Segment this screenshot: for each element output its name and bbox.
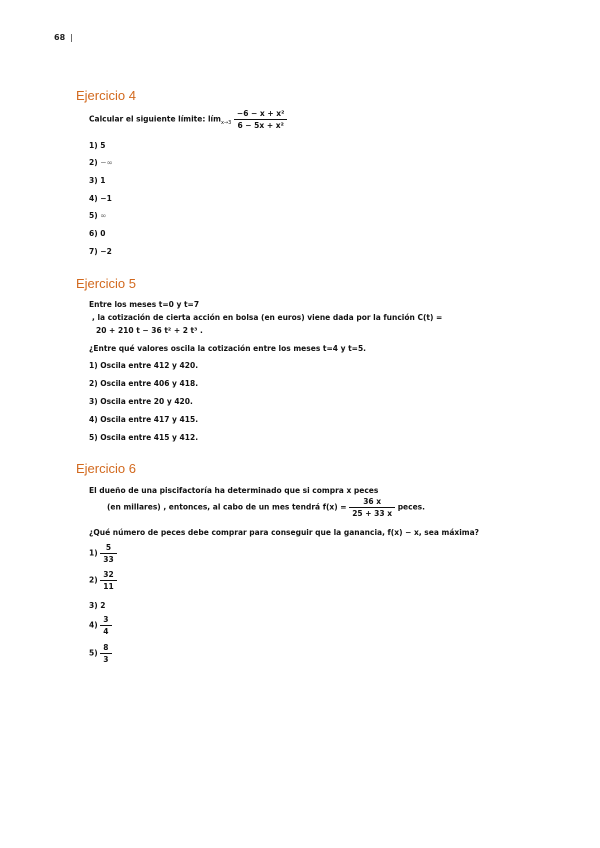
- ex4-numerator: −6 − x + x²: [234, 109, 287, 120]
- option-numerator: 8: [100, 643, 111, 654]
- option-value: Oscila entre 406 y 418.: [100, 379, 199, 388]
- ex6-line2b: peces.: [397, 502, 425, 512]
- ex5-line2: , la cotización de cierta acción en bolsa (en euros) viene dada por la función C(t) =: [92, 313, 443, 322]
- ex4-option[interactable]: [89, 141, 106, 150]
- option-number: 1): [89, 548, 98, 558]
- option-number: 3): [89, 176, 98, 185]
- ex6-line2a: (en millares) , entonces, al cabo de un mes tendrá f(x) =: [107, 502, 347, 512]
- option-number: 5): [89, 211, 98, 220]
- option-fraction: [100, 615, 111, 636]
- option-fraction: [100, 570, 116, 591]
- ex5-option[interactable]: [89, 379, 198, 388]
- option-value: −1: [100, 194, 112, 203]
- option-number: 5): [89, 433, 98, 442]
- option-number: 4): [89, 620, 98, 630]
- option-value: Oscila entre 20 y 420.: [100, 397, 193, 406]
- ex6-option[interactable]: [89, 601, 106, 610]
- ex4-fraction: [234, 109, 287, 130]
- option-value: Oscila entre 412 y 420.: [100, 361, 199, 370]
- option-number: 7): [89, 247, 98, 256]
- ex4-prompt: Calcular el siguiente límite:: [89, 114, 206, 124]
- option-number: 2): [89, 158, 98, 167]
- ex5-option[interactable]: [89, 415, 198, 424]
- option-number: 4): [89, 415, 98, 424]
- option-number: 3): [89, 397, 98, 406]
- ex5-option[interactable]: [89, 361, 198, 370]
- ex6-line1: El dueño de una piscifactoría ha determinado que si compra x peces: [89, 486, 379, 495]
- page-number-value: 68: [54, 33, 66, 42]
- option-value: 0: [100, 229, 106, 238]
- option-number: 6): [89, 229, 98, 238]
- ex6-title: Ejercicio 6: [76, 461, 136, 476]
- option-numerator: 32: [100, 570, 116, 581]
- ex6-denominator: 25 + 33 x: [352, 509, 393, 518]
- option-number: 5): [89, 648, 98, 658]
- ex4-option[interactable]: [89, 211, 107, 220]
- ex4-title: Ejercicio 4: [76, 88, 136, 103]
- ex5-question: ¿Entre qué valores oscila la cotización entre los meses t=4 y t=5.: [89, 344, 367, 353]
- ex6-option[interactable]: [89, 543, 117, 564]
- option-value: ∞: [100, 211, 107, 220]
- option-number: 2): [89, 379, 98, 388]
- ex6-question: ¿Qué número de peces debe comprar para conseguir que la ganancia, f(x) − x, sea máxima?: [89, 528, 480, 537]
- page-number-separator: |: [70, 33, 73, 42]
- ex6-fraction: [349, 497, 395, 518]
- ex4-option[interactable]: [89, 194, 112, 203]
- option-value: 2: [100, 601, 106, 610]
- option-value: −2: [100, 247, 112, 256]
- option-number: 1): [89, 141, 98, 150]
- option-value: −∞: [100, 158, 113, 167]
- ex6-numerator: 36 x: [349, 497, 395, 508]
- option-denominator: 11: [103, 582, 114, 591]
- ex5-title: Ejercicio 5: [76, 276, 136, 291]
- option-denominator: 33: [103, 555, 114, 564]
- ex6-option[interactable]: [89, 615, 112, 636]
- option-number: 4): [89, 194, 98, 203]
- ex4-lim: lím: [207, 114, 221, 124]
- option-number: 3): [89, 601, 98, 610]
- option-value: 5: [100, 141, 106, 150]
- ex5-line3: 20 + 210 t − 36 t² + 2 t³ .: [96, 326, 203, 335]
- ex5-line1: Entre los meses t=0 y t=7: [89, 300, 200, 309]
- ex5-option[interactable]: [89, 433, 198, 442]
- option-numerator: 5: [100, 543, 116, 554]
- page-number: [54, 33, 73, 42]
- option-numerator: 3: [100, 615, 111, 626]
- ex6-option[interactable]: [89, 570, 117, 591]
- ex4-denominator: 6 − 5x + x²: [237, 121, 284, 130]
- ex4-prompt-line: [89, 109, 287, 130]
- option-fraction: [100, 643, 111, 664]
- ex4-option[interactable]: [89, 158, 113, 167]
- ex4-lim-sub: x→3: [220, 120, 232, 126]
- option-value: 1: [100, 176, 106, 185]
- ex4-option[interactable]: [89, 247, 112, 256]
- option-number: 2): [89, 575, 98, 585]
- ex4-option[interactable]: [89, 229, 106, 238]
- option-fraction: [100, 543, 116, 564]
- ex4-option[interactable]: [89, 176, 106, 185]
- option-value: Oscila entre 415 y 412.: [100, 433, 199, 442]
- ex6-option[interactable]: [89, 643, 112, 664]
- ex5-option[interactable]: [89, 397, 193, 406]
- option-denominator: 4: [103, 627, 109, 636]
- ex6-line2: [107, 497, 425, 518]
- option-denominator: 3: [103, 655, 109, 664]
- option-number: 1): [89, 361, 98, 370]
- option-value: Oscila entre 417 y 415.: [100, 415, 199, 424]
